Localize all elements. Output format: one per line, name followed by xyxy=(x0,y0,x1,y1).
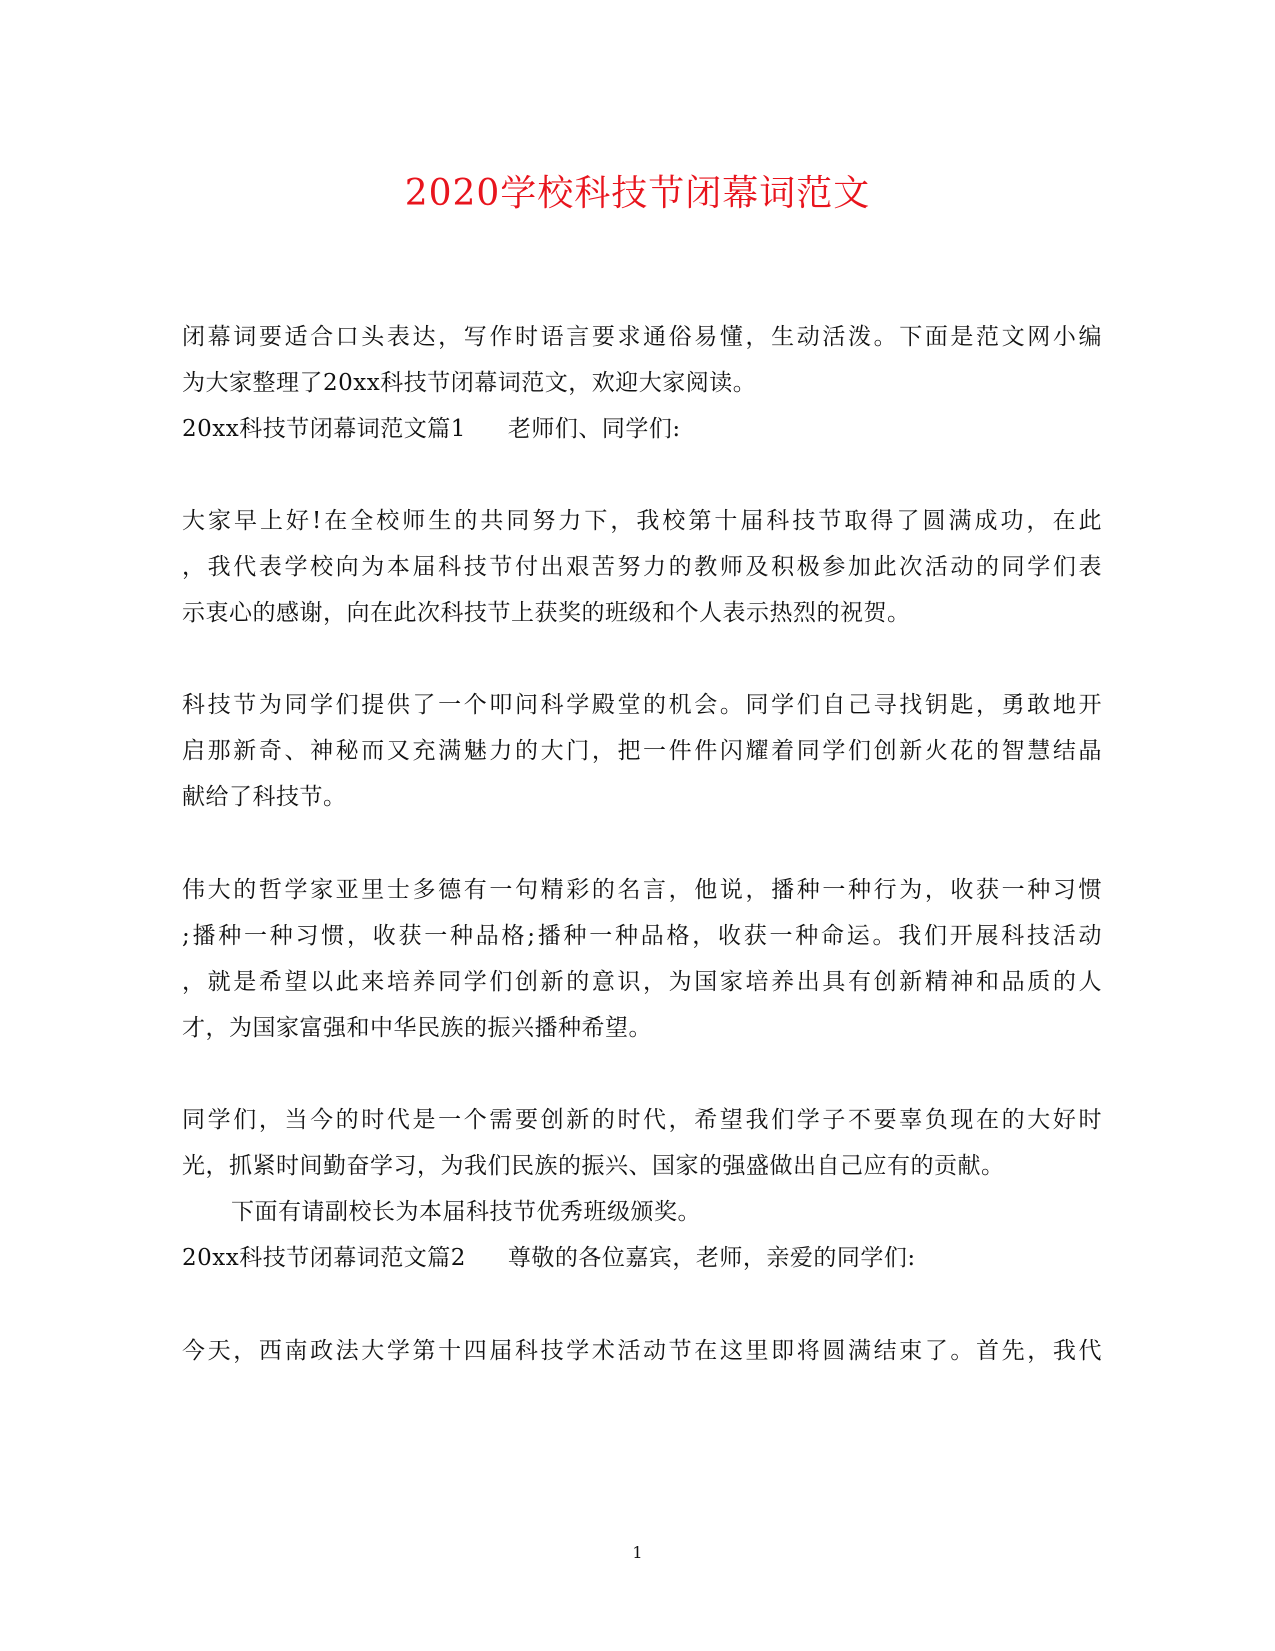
section-1-heading-line xyxy=(182,413,1102,445)
page-number: 1 xyxy=(632,1543,643,1562)
section-1-salutation: 老师们、同学们: xyxy=(507,416,681,442)
paragraph-2-line-3: 献给了科技节。 xyxy=(182,784,347,810)
paragraph-4-indent-line: 下面有请副校长为本届科技节优秀班级颁奖。 xyxy=(231,1199,701,1225)
section-2-heading-line xyxy=(182,1242,1102,1274)
document-title: 2020学校科技节闭幕词范文 xyxy=(404,173,871,214)
section-2-salutation: 尊敬的各位嘉宾，老师，亲爱的同学们: xyxy=(507,1245,916,1271)
paragraph-4-line-1: 同学们，当今的时代是一个需要创新的时代，希望我们学子不要辜负现在的大好时 xyxy=(182,1107,1102,1133)
paragraph-3-line-3: ，就是希望以此来培养同学们创新的意识，为国家培养出具有创新精神和品质的人 xyxy=(182,969,1102,995)
paragraph-2-line-2: 启那新奇、神秘而又充满魅力的大门，把一件件闪耀着同学们创新火花的智慧结晶 xyxy=(182,738,1102,764)
section-2-heading: 20xx科技节闭幕词范文篇2 xyxy=(182,1245,466,1271)
paragraph-3-line-2: ;播种一种习惯，收获一种品格;播种一种品格，收获一种命运。我们开展科技活动 xyxy=(182,923,1102,949)
paragraph-1-line-1: 大家早上好!在全校师生的共同努力下，我校第十届科技节取得了圆满成功，在此 xyxy=(182,508,1102,534)
paragraph-3-line-1: 伟大的哲学家亚里士多德有一句精彩的名言，他说，播种一种行为，收获一种习惯 xyxy=(182,877,1102,903)
intro-line-1: 闭幕词要适合口头表达，写作时语言要求通俗易懂，生动活泼。下面是范文网小编 xyxy=(182,324,1102,350)
paragraph-1-line-3: 示衷心的感谢，向在此次科技节上获奖的班级和个人表示热烈的祝贺。 xyxy=(182,600,911,626)
section-1-heading: 20xx科技节闭幕词范文篇1 xyxy=(182,416,466,442)
intro-line-2: 为大家整理了20xx科技节闭幕词范文，欢迎大家阅读。 xyxy=(182,370,757,396)
paragraph-3-line-4: 才，为国家富强和中华民族的振兴播种希望。 xyxy=(182,1015,652,1041)
paragraph-2-line-1: 科技节为同学们提供了一个叩问科学殿堂的机会。同学们自己寻找钥匙，勇敢地开 xyxy=(182,692,1102,718)
paragraph-1-line-2: ，我代表学校向为本届科技节付出艰苦努力的教师及积极参加此次活动的同学们表 xyxy=(182,554,1102,580)
paragraph-5-line-1: 今天，西南政法大学第十四届科技学术活动节在这里即将圆满结束了。首先，我代 xyxy=(182,1338,1102,1364)
paragraph-4-line-2: 光，抓紧时间勤奋学习，为我们民族的振兴、国家的强盛做出自己应有的贡献。 xyxy=(182,1153,1005,1179)
